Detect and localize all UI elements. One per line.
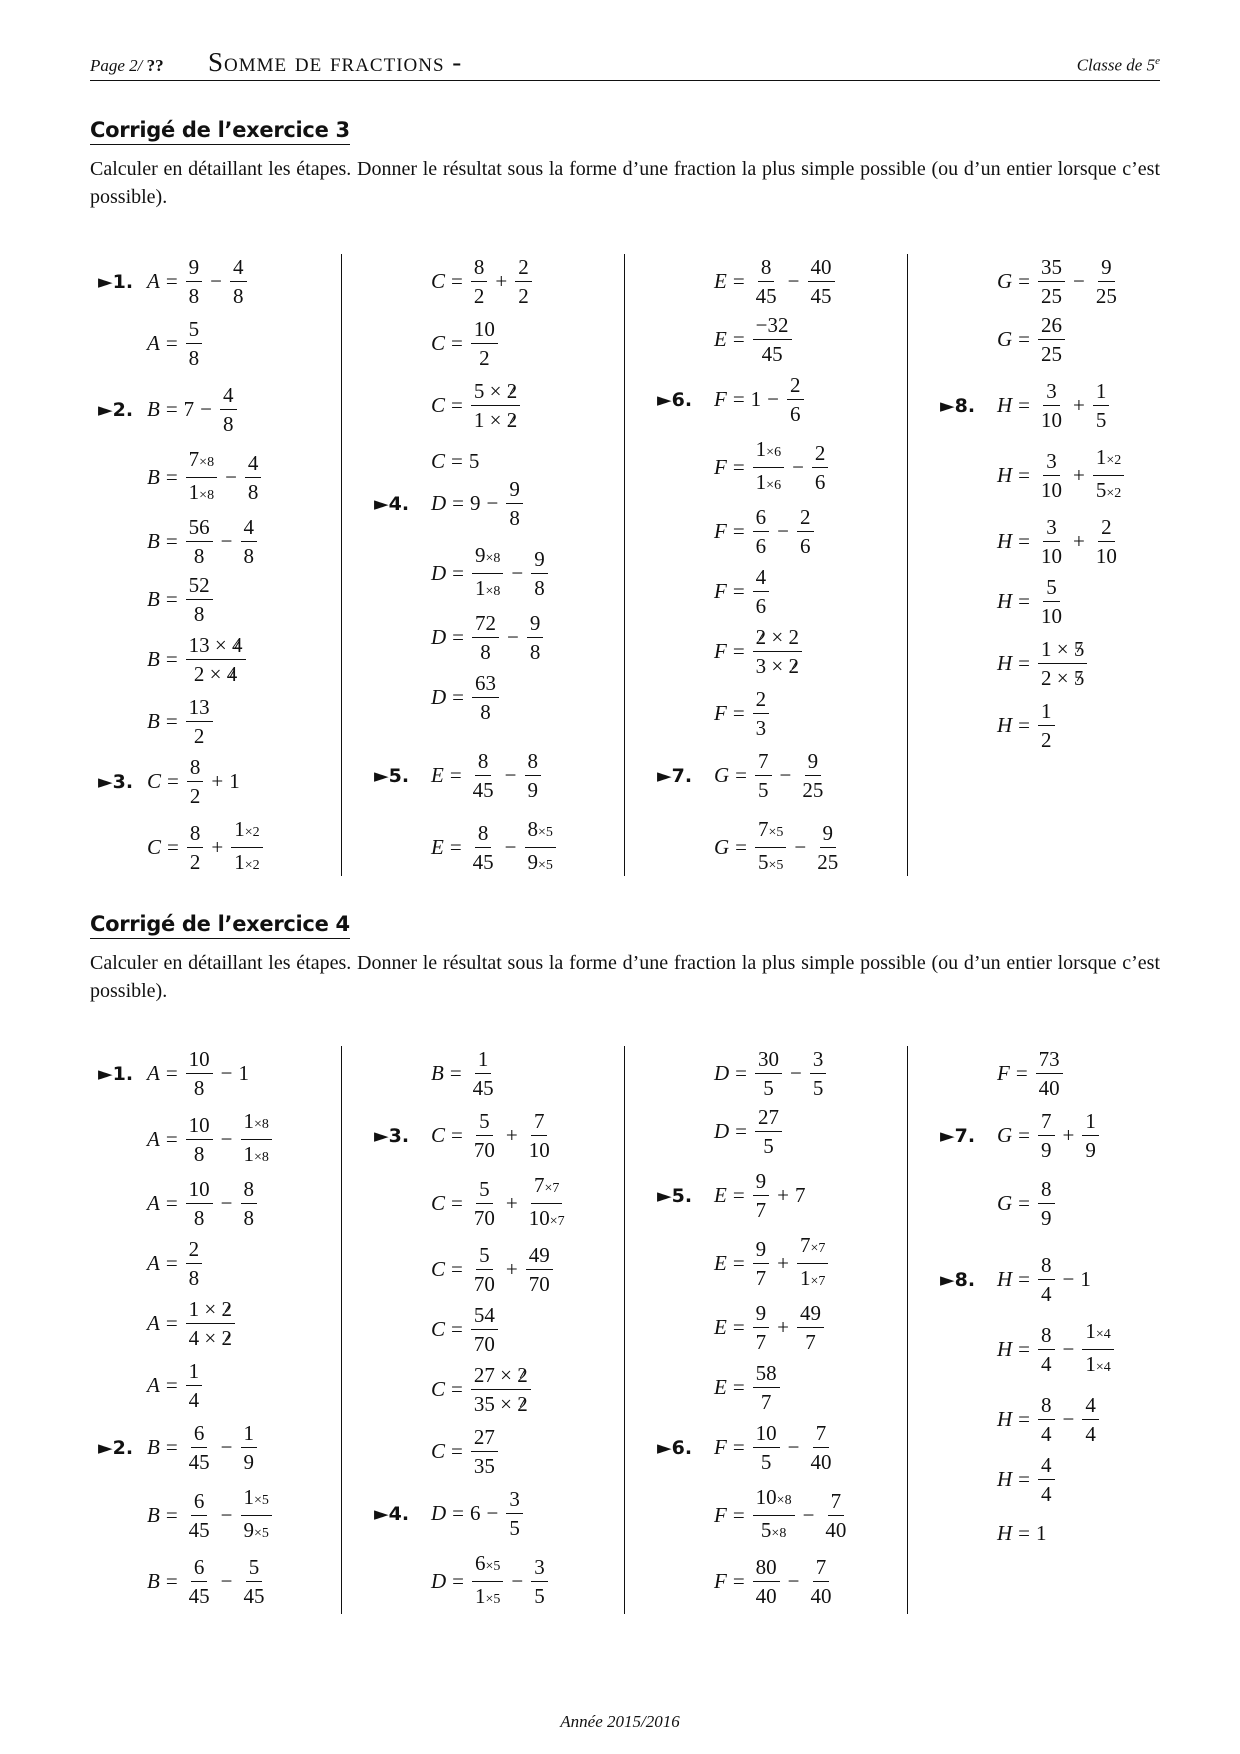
math-line: ►3. C = $\frac{5}{70}$ + $\frac{7}{10}$	[374, 1109, 550, 1162]
item-number: ►1.	[98, 270, 134, 293]
exercise-4-section	[90, 912, 1160, 1005]
exercise-3-title: Corrigé de l’exercice 3	[90, 118, 350, 145]
solution-column-1	[90, 254, 342, 876]
math-line: H = $\frac{4}{4}$	[997, 1452, 1057, 1507]
item-number: ►2.	[98, 1436, 134, 1459]
math-line: B = $\frac{13}{2}$	[147, 694, 215, 749]
item-number: ►8.	[940, 394, 976, 417]
solution-column-1	[90, 1046, 342, 1614]
math-line: E = $\frac{9}{7}$ + $\frac{49}{7}$	[714, 1300, 826, 1355]
math-line: B = $\frac{1}{45}$	[431, 1047, 494, 1100]
math-line: A = $\frac{1 \times 2}{4 \times 2}$	[147, 1296, 237, 1351]
math-line: F = $\frac{4}{6}$	[714, 564, 771, 619]
math-line: ►7. G = $\frac{7}{5}$ − $\frac{9}{25}$	[657, 749, 824, 802]
class-label: Classe de 5e	[1076, 55, 1160, 75]
math-line: ►5. E = $\frac{9}{7}$ + 7	[657, 1169, 806, 1222]
math-line: D = $\frac{30}{5}$ − $\frac{3}{5}$	[714, 1046, 828, 1101]
math-line: C = $\frac{8}{2}$ + $\frac{1\times 2}{1\times 2}$	[147, 816, 265, 879]
math-line: ►3. C = $\frac{8}{2}$ + 1	[98, 755, 240, 808]
math-line: D = $\frac{6\times 5}{1\times 5}$ − $\frac{3}{5}$	[431, 1550, 550, 1613]
exercise-4-solutions	[90, 1046, 1160, 1614]
math-line: B = $\frac{52}{8}$	[147, 572, 215, 627]
document-title: Somme de fractions -	[208, 47, 463, 77]
math-line: C = $\frac{27}{35}$	[431, 1424, 500, 1479]
math-line: D = $\frac{72}{8}$ − $\frac{9}{8}$	[431, 610, 545, 665]
math-line: ►6. F = 1 − $\frac{2}{6}$	[714, 372, 806, 427]
math-line: A = $\frac{1}{4}$	[147, 1358, 204, 1413]
solution-column-4	[907, 254, 1190, 876]
math-line: B = $\frac{7\times 8}{1\times 8}$ − $\frac{4}{8}$	[147, 446, 263, 509]
math-line: F = $\frac{73}{40}$	[997, 1046, 1065, 1101]
math-line: F = $\frac{1\times 6}{1\times 6}$ − $\frac{2}{6}$	[714, 436, 830, 499]
math-line: E = $\frac{9}{7}$ + $\frac{7\times 7}{1\times 7}$	[714, 1232, 830, 1295]
math-line: B = $\frac{13 \times 4}{2 \times 4}$	[147, 632, 248, 687]
page-footer: Année 2015/2016	[560, 1712, 680, 1731]
math-line: H = 1	[997, 1520, 1047, 1545]
math-line: C = $\frac{10}{2}$	[431, 316, 500, 371]
math-line: C = $\frac{5}{70}$ + $\frac{49}{70}$	[431, 1242, 555, 1297]
math-line: C = $\frac{27 \times 2}{35 \times 2}$	[431, 1362, 533, 1417]
solution-column-2	[341, 254, 624, 876]
item-number: ►8.	[940, 1268, 976, 1291]
math-line: E = $\frac{8}{45}$ − $\frac{8\times 5}{9\times 5}$	[431, 816, 558, 879]
solution-column-3	[624, 254, 907, 876]
page-number: Page 2/ ??	[90, 56, 164, 75]
math-line: A = $\frac{5}{8}$	[147, 316, 204, 371]
math-line: B = $\frac{6}{45}$ − $\frac{1\times 5}{9\times 5}$	[147, 1484, 274, 1547]
math-line: E = $\frac{58}{7}$	[714, 1360, 782, 1415]
math-line: ►4. D = 9 − $\frac{9}{8}$	[431, 476, 525, 531]
math-line: H = $\frac{8}{4}$ − $\frac{1\times 4}{1\times 4}$	[997, 1318, 1116, 1381]
exercise-4-title: Corrigé de l’exercice 4	[90, 912, 350, 939]
item-number: ►4.	[374, 1502, 410, 1525]
math-line: ►4. D = 6 − $\frac{3}{5}$	[431, 1486, 525, 1541]
math-line: A = $\frac{2}{8}$	[147, 1236, 204, 1291]
math-line: H = $\frac{3}{10}$ + $\frac{2}{10}$	[997, 515, 1117, 568]
item-number: ►3.	[98, 770, 134, 793]
page-header	[90, 46, 1160, 81]
item-number: ►1.	[98, 1062, 134, 1085]
solution-column-4	[907, 1046, 1190, 1614]
item-number: ►2.	[98, 398, 134, 421]
math-line: C = $\frac{5 \times 2}{1 \times 2}$	[431, 378, 522, 433]
math-line: H = $\frac{3}{10}$ + $\frac{1\times 2}{5\times 2}$	[997, 444, 1126, 507]
math-line: G = $\frac{26}{25}$	[997, 312, 1067, 367]
math-line: F = $\frac{2}{3}$	[714, 686, 771, 741]
exercise-3-section	[90, 118, 1160, 211]
math-line: C = $\frac{54}{70}$	[431, 1302, 500, 1357]
math-line: E = $\frac{8}{45}$ − $\frac{40}{45}$	[714, 254, 837, 309]
math-line: C = 5	[431, 448, 480, 473]
math-line: F = $\frac{6}{6}$ − $\frac{2}{6}$	[714, 504, 816, 559]
exercise-4-instructions: Calculer en détaillant les étapes. Donner le résultat sous la forme d’une fraction la plus simple possible (ou d’un entier lorsque c’est possible).	[90, 952, 1160, 1002]
item-number: ►5.	[657, 1184, 693, 1207]
math-line: D = $\frac{9\times 8}{1\times 8}$ − $\frac{9}{8}$	[431, 542, 550, 605]
math-line: ►7. G = $\frac{7}{9}$ + $\frac{1}{9}$	[997, 1108, 1101, 1163]
math-line: ►1. A = $\frac{10}{8}$ − 1	[98, 1047, 250, 1100]
math-line: B = $\frac{6}{45}$ − $\frac{5}{45}$	[147, 1555, 265, 1608]
math-line: ►2. B = 7 − $\frac{4}{8}$	[147, 382, 239, 437]
math-line: D = $\frac{63}{8}$	[431, 670, 501, 725]
math-line: D = $\frac{27}{5}$	[714, 1104, 784, 1159]
item-number: ►3.	[374, 1124, 410, 1147]
math-line: H = $\frac{5}{10}$	[997, 575, 1063, 628]
math-line: E = $\frac{-32}{45}$	[714, 312, 794, 367]
exercise-3-solutions	[90, 254, 1160, 876]
math-line: ►2. B = $\frac{6}{45}$ − $\frac{1}{9}$	[147, 1420, 259, 1475]
math-line: ►8. H = $\frac{3}{10}$ + $\frac{1}{5}$	[997, 378, 1111, 433]
math-line: C = $\frac{5}{70}$ + $\frac{7\times 7}{10\times 7}$	[431, 1173, 565, 1230]
math-line: G = $\frac{35}{25}$ − $\frac{9}{25}$	[997, 255, 1117, 308]
item-number: ►4.	[374, 492, 410, 515]
math-line: A = $\frac{10}{8}$ − $\frac{1\times 8}{1\times 8}$	[147, 1108, 274, 1171]
math-line: G = $\frac{8}{9}$	[997, 1176, 1057, 1231]
math-line: F = $\frac{2 \times 2}{3 \times 2}$	[714, 624, 804, 679]
math-line: ►8. H = $\frac{8}{4}$ − 1	[940, 1253, 1091, 1306]
item-number: ►7.	[940, 1124, 976, 1147]
solution-column-2	[341, 1046, 624, 1614]
math-line: G = $\frac{7\times 5}{5\times 5}$ − $\frac{9}{25}$	[714, 817, 839, 874]
solution-column-3	[624, 1046, 907, 1614]
item-number: ►6.	[657, 1436, 693, 1459]
exercise-3-instructions: Calculer en détaillant les étapes. Donner le résultat sous la forme d’une fraction la plus simple possible (ou d’un entier lorsque c’est possible).	[90, 158, 1160, 208]
math-line: ►1. A = $\frac{9}{8}$ − $\frac{4}{8}$	[147, 254, 249, 309]
math-line: F = $\frac{80}{40}$ − $\frac{7}{40}$	[714, 1555, 832, 1608]
math-line: H = $\frac{1 \times 5}{2 \times 5}$	[997, 636, 1089, 691]
item-number: ►7.	[657, 764, 693, 787]
math-line: H = $\frac{8}{4}$ − $\frac{4}{4}$	[997, 1392, 1101, 1447]
math-line: H = $\frac{1}{2}$	[997, 698, 1057, 753]
item-number: ►5.	[374, 764, 410, 787]
math-line: A = $\frac{10}{8}$ − $\frac{8}{8}$	[147, 1176, 259, 1231]
math-line: C = $\frac{8}{2}$ + $\frac{2}{2}$	[431, 254, 534, 309]
math-line: B = $\frac{56}{8}$ − $\frac{4}{8}$	[147, 514, 259, 569]
math-line: ►6. F = $\frac{10}{5}$ − $\frac{7}{40}$	[657, 1421, 832, 1474]
math-line: ►5. E = $\frac{8}{45}$ − $\frac{8}{9}$	[431, 748, 543, 803]
item-number: ►6.	[657, 388, 693, 411]
math-line: F = $\frac{10\times 8}{5\times 8}$ − $\frac{7}{40}$	[714, 1485, 847, 1542]
